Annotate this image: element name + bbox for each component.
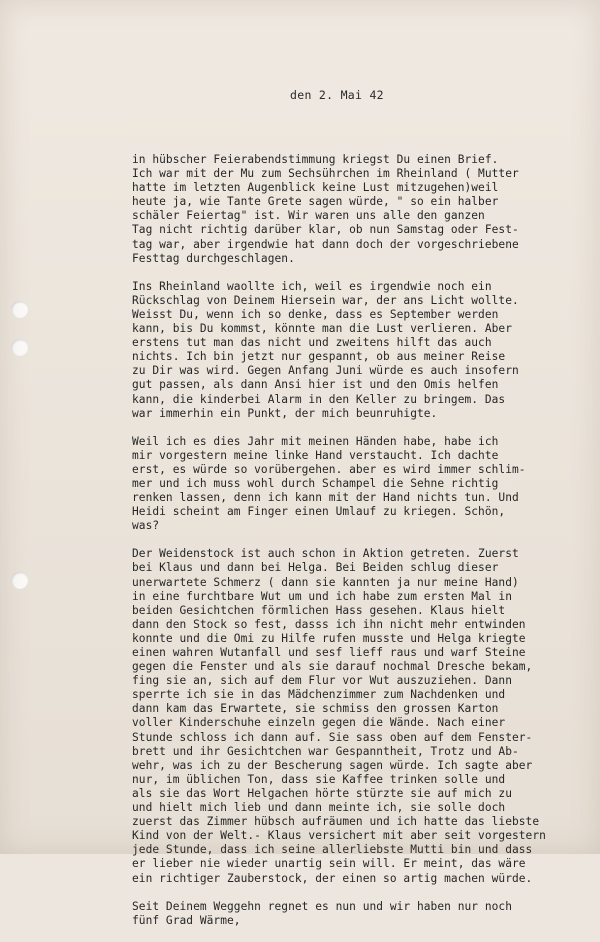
letter-line: mer und ich muss wohl durch Schampel die Sehne richtig <box>132 476 499 490</box>
letter-line: Tag nicht richtig darüber klar, ob nun Samstag oder Fest- <box>132 223 519 237</box>
letter-line: gegen die Fenster und als sie darauf nochmal Dresche bekam, <box>132 660 533 674</box>
letter-body <box>132 153 592 942</box>
letter-line: ein richtiger Zauberstock, der einen so artig machen würde. <box>132 871 533 885</box>
letter-line: fing sie an, sich auf dem Flur vor Wut auszuziehen. Dann <box>132 674 512 688</box>
letter-line: zu Dir was wird. Gegen Anfang Juni würde es auch insofern <box>132 364 519 378</box>
letter-line: bei Klaus und dann bei Helga. Bei Beiden schlug dieser <box>132 561 499 575</box>
letter-line: in eine furchtbare Wut um und ich habe zum ersten Mal in <box>132 589 512 603</box>
letter-paragraph <box>132 280 592 421</box>
letter-line: heute ja, wie Tante Grete sagen würde, " so ein halber <box>132 195 499 209</box>
letter-line: Weil ich es dies Jahr mit meinen Händen habe, habe ich <box>132 434 499 448</box>
letter-line: Kind von der Welt.- Klaus versichert mit aber seit vorgestern <box>132 829 546 843</box>
letter-line: gut passen, als dann Ansi hier ist und den Omis helfen <box>132 378 499 392</box>
letter-line: er lieber nie wieder unartig sein will. Er meint, das wäre <box>132 857 526 871</box>
letter-line: wehr, was ich zu der Bescherung sagen würde. Ich sagte aber <box>132 758 533 772</box>
letter-paragraph <box>132 900 592 928</box>
letter-line: und hielt mich lieb und dann meinte ich, sie solle doch <box>132 801 506 815</box>
letter-line: Weisst Du, wenn ich so denke, dass es September werden <box>132 307 499 321</box>
letter-line: kann, bis Du kommst, könnte man die Lust verlieren. Aber <box>132 322 512 336</box>
letter-line: was? <box>132 519 160 533</box>
letter-line: Heidi scheint am Finger einen Umlauf zu kriegen. Schön, <box>132 505 506 519</box>
letter-line: in hübscher Feierabendstimmung kriegst Du einen Brief. <box>132 153 499 166</box>
letter-line: Festtag durchgeschlagen. <box>132 251 295 265</box>
letter-line: sperrte ich sie in das Mädchenzimmer zum Nachdenken und <box>132 688 506 702</box>
letter-line: mir vorgestern meine linke Hand verstaucht. Ich dachte <box>132 448 499 462</box>
letter-line: beiden Gesichtchen förmlichen Hass gesehen. Klaus hielt <box>132 603 506 617</box>
letter-line: erst, es würde so vorübergehen. aber es wird immer schlim- <box>132 462 526 476</box>
letter-line: Ich war mit der Mu zum Sechsührchen im Rheinland ( Mutter <box>132 167 519 181</box>
letter-paragraph <box>132 153 592 266</box>
letter-paragraph <box>132 435 592 534</box>
letter-line: tag war, aber irgendwie hat dann doch der vorgeschriebene <box>132 237 519 251</box>
letter-line: voller Kinderschuhe einzeln gegen die Wände. Nach einer <box>132 716 506 730</box>
letter-line: schäler Feiertag" ist. Wir waren uns alle den ganzen <box>132 209 485 223</box>
letter-line: konnte und die Omi zu Hilfe rufen musste und Helga kriegte <box>132 631 526 645</box>
letter-line: war immerhin ein Punkt, der mich beunruhigte. <box>132 406 438 420</box>
letter-line: dann kam das Erwartete, sie schmiss den grossen Karton <box>132 702 499 716</box>
letter-line: Der Weidenstock ist auch schon in Aktion getreten. Zuerst <box>132 547 519 561</box>
punch-hole-middle <box>11 339 28 356</box>
letter-line: jede Stunde, dass ich seine allerliebste Mutti bin und dass <box>132 843 533 857</box>
letter-line: nichts. Ich bin jetzt nur gespannt, ob aus meiner Reise <box>132 350 506 364</box>
letter-line: hatte im letzten Augenblick keine Lust mitzugehen)weil <box>132 181 499 195</box>
letter-paragraph <box>132 547 592 885</box>
letter-line: als sie das Wort Helgachen hörte stürzte sie auf mich zu <box>132 786 512 800</box>
letter-line: einen wahren Wutanfall und sesf lieff raus und warf Steine <box>132 646 526 659</box>
letter-line: zuerst das Zimmer hübsch aufräumen und ich hatte das liebste <box>132 815 540 829</box>
letter-line: kann, die kinderbei Alarm in den Keller zu bringem. Das <box>132 392 506 406</box>
letter-line: fünf Grad Wärme, <box>132 913 241 927</box>
punch-hole-bottom <box>11 572 28 589</box>
letter-line: dann den Stock so fest, dasss ich ihn nicht mehr entwinden <box>132 617 526 631</box>
letter-line: nur, im üblichen Ton, dass sie Kaffee trinken solle und <box>132 772 506 786</box>
letter-line: erstens tut man das nicht und zweitens hilft das auch <box>132 336 492 350</box>
punch-hole-top <box>11 301 28 318</box>
letter-date: den 2. Mai 42 <box>290 88 384 102</box>
letter-line: Stunde schloss ich dann auf. Sie sass oben auf dem Fenster- <box>132 730 533 744</box>
letter-line: renken lassen, denn ich kann mit der Hand nichts tun. Und <box>132 491 519 505</box>
letter-line: unerwartete Schmerz ( dann sie kannten ja nur meine Hand) <box>132 575 519 589</box>
letter-line: brett und ihr Gesichtchen war Gespanntheit, Trotz und Ab- <box>132 744 519 758</box>
letter-line: Seit Deinem Weggehn regnet es nun und wir haben nur noch <box>132 899 512 913</box>
letter-line: Rückschlag von Deinem Hiersein war, der ans Licht wollte. <box>132 293 519 307</box>
letter-line: Ins Rheinland waollte ich, weil es irgendwie noch ein <box>132 279 492 293</box>
